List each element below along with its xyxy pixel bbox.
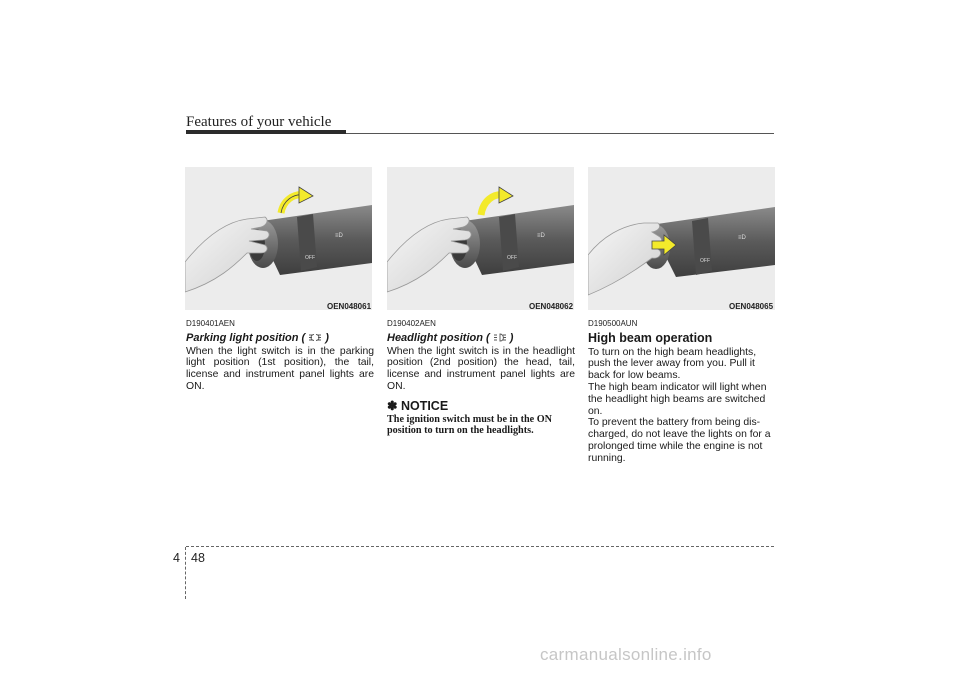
- header-rule: [346, 133, 774, 134]
- parking-light-symbol-icon: [308, 333, 322, 342]
- headlight-illustration: [387, 167, 574, 310]
- footer-rule: [186, 546, 774, 547]
- section-code: D190402AEN: [387, 319, 436, 328]
- notice-body: The ignition switch must be in the ON position to turn on the headlights.: [387, 413, 552, 437]
- section-paragraph: To prevent the battery from being dis-charged, do not leave the lights on for a prolonged time while the engine is not running.: [588, 417, 771, 464]
- high-beam-section: [588, 318, 776, 465]
- page-header-title: Features of your vehicle: [186, 114, 332, 130]
- chapter-number: 4: [173, 551, 180, 565]
- section-body: When the light switch is in the headlight position (2nd position) the head, tail, license and instrument panel lights are ON.: [387, 345, 575, 392]
- section-heading: High beam operation: [588, 330, 713, 345]
- section-paragraph: To turn on the high beam headlights, push the lever away from you. Pull it back for low beams.: [588, 346, 757, 382]
- notice-title: ✽ NOTICE: [387, 398, 449, 413]
- section-code: D190401AEN: [186, 319, 235, 328]
- section-code: D190500AUN: [588, 319, 638, 328]
- parking-light-section: [186, 318, 374, 393]
- watermark: carmanualsonline.info: [540, 645, 712, 664]
- section-subtitle: Headlight position ( ): [387, 331, 514, 344]
- svg-text:OFF: OFF: [305, 255, 315, 261]
- section-paragraph: The high beam indicator will light when the headlight high beams are switched on.: [588, 381, 767, 417]
- section-body: When the light switch is in the parking light position (1st position), the tail, license and instrument panel lights are ON.: [186, 345, 374, 392]
- svg-text:≡D: ≡D: [738, 235, 746, 241]
- svg-text:≡D: ≡D: [537, 233, 545, 239]
- footer-divider: [185, 547, 186, 599]
- headlight-symbol-icon: [493, 333, 507, 342]
- image-code-1: OEN048061: [327, 302, 372, 311]
- svg-text:OFF: OFF: [507, 255, 517, 261]
- high-beam-illustration: [588, 167, 775, 310]
- svg-text:≡D: ≡D: [335, 233, 343, 239]
- header-bar: [186, 130, 346, 134]
- image-code-2: OEN048062: [529, 302, 574, 311]
- page-number: 48: [191, 551, 205, 565]
- headlight-section: [387, 318, 575, 437]
- svg-text:OFF: OFF: [700, 258, 710, 264]
- image-code-3: OEN048065: [729, 302, 774, 311]
- section-subtitle: Parking light position ( ): [186, 331, 329, 344]
- parking-light-illustration: [185, 167, 372, 310]
